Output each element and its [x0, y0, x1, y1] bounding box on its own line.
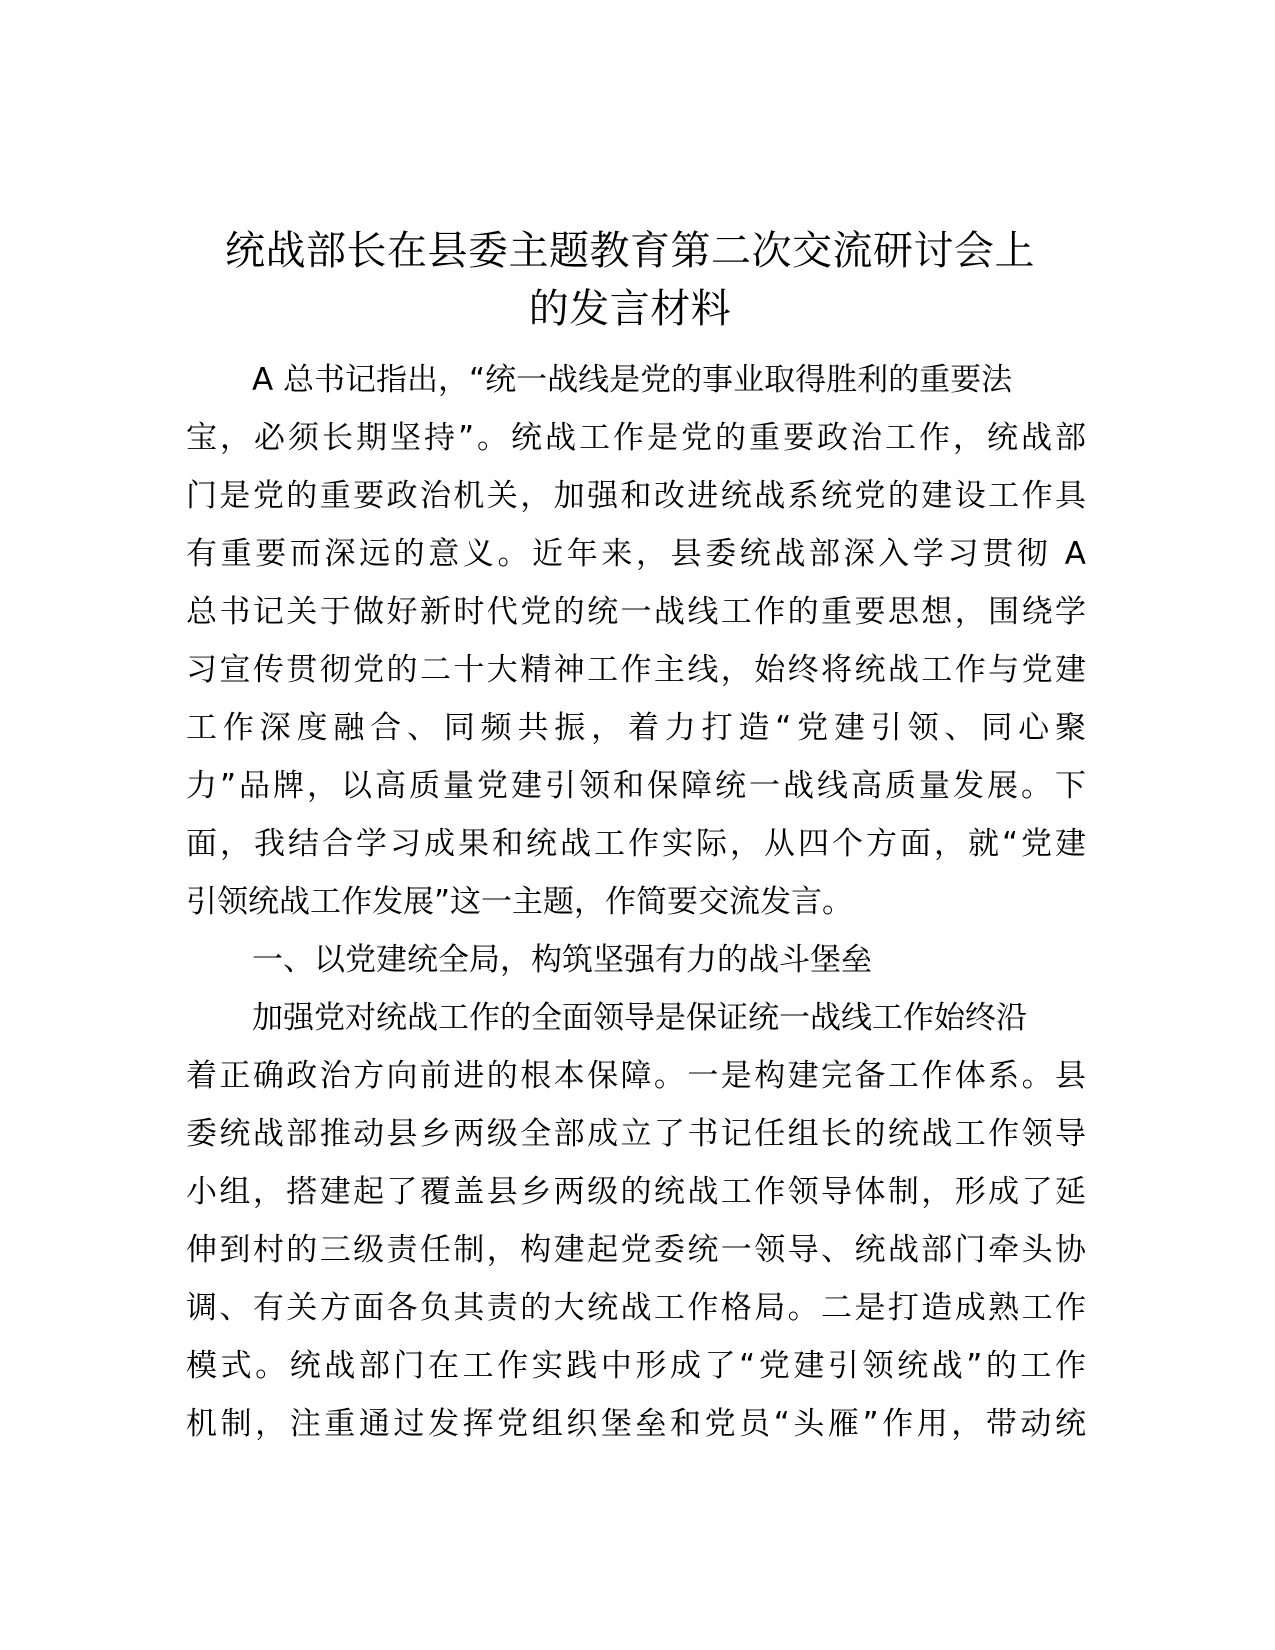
title-line-1: 统战部长在县委主题教育第二次交流研讨会上: [225, 228, 1035, 274]
document-body: [186, 351, 1086, 1453]
paragraph-2-line: 调、有关方面各负其责的大统战工作格局。二是打造成熟工作: [186, 1290, 1086, 1326]
paragraph-1-line: 力”品牌，以高质量党建引领和保障统一战线高质量发展。下: [186, 768, 1086, 804]
paragraph-1-line: 总书记关于做好新时代党的统一战线工作的重要思想，围绕学: [186, 594, 1086, 630]
paragraph-2-line: 着正确政治方向前进的根本保障。一是构建完备工作体系。县: [186, 1058, 1086, 1094]
paragraph-2-line: 小组，搭建起了覆盖县乡两级的统战工作领导体制，形成了延: [186, 1174, 1086, 1210]
paragraph-2-line: 加强党对统战工作的全面领导是保证统一战线工作始终沿: [252, 1000, 1027, 1036]
paragraph-1-line: 门是党的重要政治机关，加强和改进统战系统党的建设工作具: [186, 478, 1086, 514]
document-title: [180, 222, 1080, 338]
paragraph-1-line: 有重要而深远的意义。近年来，县委统战部深入学习贯彻 A: [186, 536, 1086, 572]
paragraph-1-line: 工作深度融合、同频共振，着力打造“党建引领、同心聚: [186, 710, 1086, 746]
paragraph-1-line: 面，我结合学习成果和统战工作实际，从四个方面，就“党建: [186, 826, 1086, 862]
section-heading-1: 一、以党建统全局，构筑坚强有力的战斗堡垒: [252, 942, 872, 978]
paragraph-1-line: 宝，必须长期坚持”。统战工作是党的重要政治工作，统战部: [186, 420, 1086, 456]
paragraph-1-line: 引领统战工作发展”这一主题，作简要交流发言。: [186, 884, 854, 920]
title-line-2: 的发言材料: [528, 286, 732, 332]
paragraph-2-line: 委统战部推动县乡两级全部成立了书记任组长的统战工作领导: [186, 1116, 1086, 1152]
paragraph-2-line: 模式。统战部门在工作实践中形成了“党建引领统战”的工作: [186, 1348, 1086, 1384]
paragraph-1-line: 习宣传贯彻党的二十大精神工作主线，始终将统战工作与党建: [186, 652, 1086, 688]
paragraph-2-line: 伸到村的三级责任制，构建起党委统一领导、统战部门牵头协: [186, 1232, 1086, 1268]
paragraph-2-line: 机制，注重通过发挥党组织堡垒和党员“头雁”作用，带动统: [186, 1406, 1086, 1442]
paragraph-1-line: A 总书记指出，“统一战线是党的事业取得胜利的重要法: [252, 362, 1013, 398]
